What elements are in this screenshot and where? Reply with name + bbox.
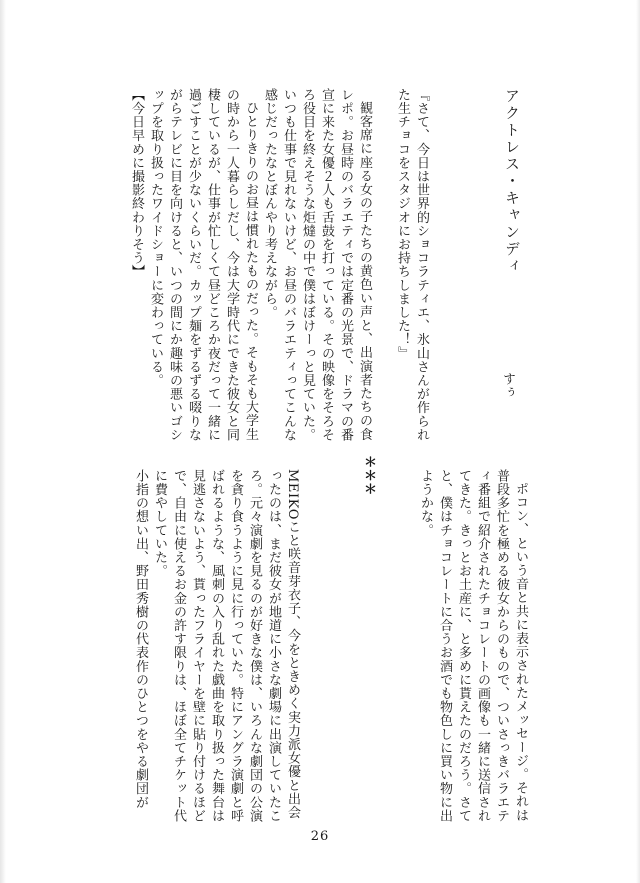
text-line: ィ番組で紹介されたチョコレートの画像も一緒に送信され <box>475 469 490 823</box>
text-line: 普段多忙を極める彼女からのもので、ついさっきバラエテ <box>494 469 509 823</box>
text-line: 見逃さないよう、貰ったフライヤーを壁に貼り付けるほど <box>190 469 205 823</box>
text-line: の時から一人暮らしだし、今は大学時代にできた彼女と同 <box>224 88 239 442</box>
text-line: 宣に来た女優２人も舌鼓を打っている。その映像をそろそ <box>319 88 334 442</box>
text-line: 観客席に座る女の子たちの黄色い声と、出演者たちの食 <box>357 101 372 441</box>
text-line: ばれるような、風刺の入り乱れた戯曲を取り扱った舞台は <box>209 469 224 823</box>
text-line: 『さて、今日は世界的ショコラティエ、氷山さんが作られ <box>414 88 429 442</box>
text-line: ったのは、まだ彼女が地道に小さな劇場に出演していたこ <box>266 469 281 823</box>
text-line: ひとりきりのお昼は慣れたものだった。そもそも大学生 <box>243 101 258 441</box>
text-line: ようかな。 <box>418 469 433 537</box>
text-line: 小指の想い出、野田秀樹の代表作のひとつをやる劇団が <box>133 469 148 809</box>
page-left-edge <box>0 0 6 883</box>
text-line: ろ。元々演劇を見るのが好きな僕は、いろんな劇団の公演 <box>247 469 262 823</box>
text-line: で、自由に使えるお金の許す限りは、ほぼ全てチケット代 <box>171 469 186 823</box>
text-line: に費やしていた。 <box>152 469 167 578</box>
text-line: ろ役目を終えそうな炬燵の中で僕はぼけーっと見ていた。 <box>300 88 315 442</box>
text-line: ップを取り扱ったワイドショーに変わっている。 <box>148 88 163 388</box>
text-line: 【今日早めに撮影終わりそう】 <box>129 88 144 279</box>
story-title: アクトレス・キャンディ <box>503 88 521 275</box>
section-separator: ＊＊＊ <box>361 455 376 496</box>
text-line: を貪り食うように見に行っていた。特にアングラ演劇と呼 <box>228 469 243 823</box>
page-right-edge <box>636 0 640 883</box>
text-line: レポ。お昼時のバラエティでは定番の光景で、ドラマの番 <box>338 88 353 442</box>
text-line: 過ごすことが少ないくらいだ。カップ麺をずるずる啜りな <box>186 88 201 442</box>
text-line: がらテレビに目を向けると、いつの間にか趣味の悪いゴシ <box>167 88 182 442</box>
text-line: 棲しているが、仕事が忙しくて昼どころか夜だって一緒に <box>205 88 220 442</box>
text-line: 感じだったなとぼんやり考えながら。 <box>262 88 277 320</box>
text-line: いつも仕事で見れないけど、お昼のバラエティってこんな <box>281 88 296 442</box>
text-line: MEIKOこと咲音芽衣子、今をときめく実力派女優と出会 <box>285 469 300 820</box>
story-author: すぅ <box>500 372 515 400</box>
page-number: 26 <box>310 829 330 844</box>
text-line: と、僕はチョコレートに合うお酒でも物色しに買い物に出 <box>437 469 452 823</box>
text-line: た生チョコをスタジオにお持ちしました！』 <box>395 88 410 360</box>
text-line: てきた。きっとお土産に、と多めに貰えたのだろう。さて <box>456 469 471 823</box>
text-line: ポコン、という音と共に表示されたメッセージ。それは <box>513 482 528 822</box>
